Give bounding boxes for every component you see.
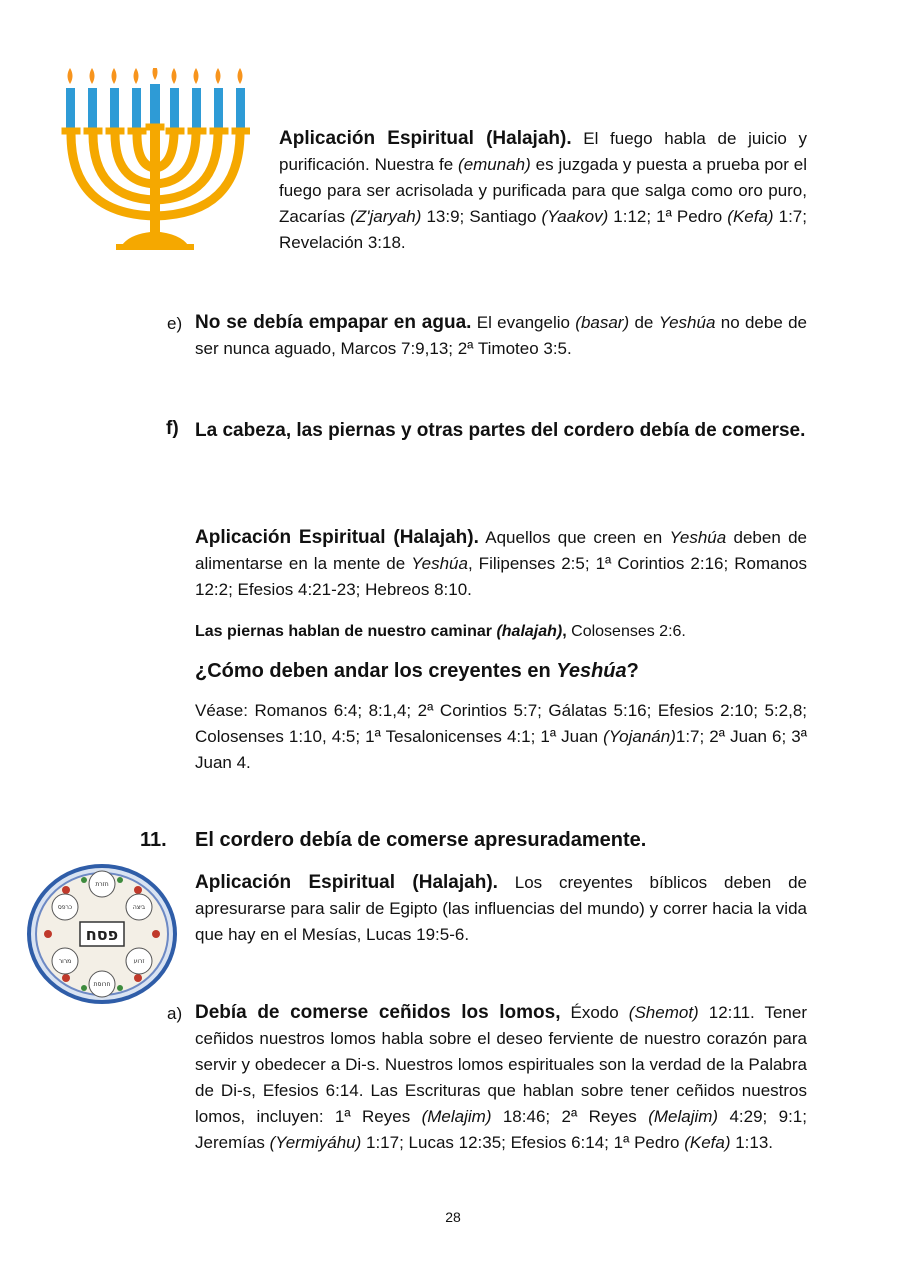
item-heading: No se debía empapar en agua. xyxy=(195,312,472,333)
candles xyxy=(66,84,245,128)
menorah-body xyxy=(62,124,250,250)
italic-term: (Yermiyáhu) xyxy=(269,1133,362,1152)
seder-plate-image xyxy=(26,862,178,1004)
italic-term: (emunah) xyxy=(458,155,531,174)
text-run: 1:7; 2ª Juan 6; 3ª Juan 4. xyxy=(195,727,807,772)
italic-term: (Yaakov) xyxy=(541,207,609,226)
text-run: 13:9; Santiago xyxy=(421,207,542,226)
page-number: 28 xyxy=(445,1209,461,1225)
item-heading: Debía de comerse ceñidos los lomos, xyxy=(195,1002,561,1023)
list-item-e xyxy=(195,310,807,362)
seder-segment-label: מרור xyxy=(58,958,72,965)
spiritual-application-paragraph-mind xyxy=(195,525,807,603)
text-run: Aquellos que creen en xyxy=(478,528,670,547)
list-item-a xyxy=(195,1000,807,1156)
candle-flames xyxy=(68,68,243,84)
text-run: El evangelio xyxy=(471,313,576,332)
section-heading-11: El cordero debía de comerse apresuradamente. xyxy=(195,829,647,851)
seder-segment-label: חרוסת xyxy=(93,981,111,988)
seder-segment-label: כרפס xyxy=(57,904,73,911)
italic-term: Yeshúa xyxy=(658,313,716,332)
bold-run: , xyxy=(562,623,567,640)
italic-term: (Yojanán) xyxy=(603,727,676,746)
list-marker-f: f) xyxy=(166,418,179,439)
text-run: 1:17; Lucas 12:35; Efesios 6:14; 1ª Pedro xyxy=(361,1133,685,1152)
text-run: 4:29; 9:1; Jeremías xyxy=(195,1107,807,1152)
bold-run: Las piernas hablan de nuestro caminar xyxy=(195,623,497,640)
italic-term: (Kefa) xyxy=(684,1133,731,1152)
seder-segment-label: חזרת xyxy=(95,881,109,888)
text-run: 1:12; 1ª Pedro xyxy=(608,207,728,226)
seder-center-label: פסח xyxy=(85,925,119,944)
italic-term: (Melajim) xyxy=(648,1107,719,1126)
text-run: no debe de ser nunca aguado, Marcos 7:9,13; 2ª Timoteo 3:5. xyxy=(195,313,807,358)
menorah-image xyxy=(60,68,250,254)
list-marker-e: e) xyxy=(167,314,183,333)
italic-term: Yeshúa xyxy=(411,554,468,573)
italic-term: (basar) xyxy=(575,313,630,332)
text-run: deben de alimentarse en la mente de xyxy=(195,528,807,573)
text-run: es juzgada y puesta a prueba por el fuego para ser acrisolada y purificada para que salga como oro puro, Zacarías xyxy=(279,155,807,226)
text-run: Éxodo xyxy=(560,1003,629,1022)
seder-segment-label: ביצה xyxy=(132,904,146,911)
see-also-references xyxy=(195,698,807,776)
text-run: El fuego habla de juicio y purificación. Nuestra fe xyxy=(279,129,807,174)
spiritual-application-paragraph-haste xyxy=(195,870,807,948)
paragraph-heading: Aplicación Espiritual (Halajah). xyxy=(195,872,498,893)
paragraph-heading: Aplicación Espiritual (Halajah). xyxy=(195,527,479,548)
text-run: 12:11. Tener ceñidos nuestros lomos habla sobre el deseo ferviente de nuestro corazón para servir y obedecer a Di-s. Nuestros lomos espirituales son la verdad de la Palabra de Di-s, Efesios 6:14. Las Escrituras que hablan sobre tener ceñidos nuestros lomos, incluyen: 1ª Reyes xyxy=(195,1003,808,1126)
paragraph-heading: Aplicación Espiritual (Halajah). xyxy=(279,128,572,149)
list-item-f: La cabeza, las piernas y otras partes del cordero debía de comerse. xyxy=(195,420,806,441)
italic-term: (Melajim) xyxy=(421,1107,492,1126)
spiritual-application-paragraph-fire xyxy=(279,126,807,256)
text-run: Los creyentes bíblicos deben de apresurarse para salir de Egipto (las influencias del mundo) y correr hacia la vida que hay en el Mesías, Lucas 19:5-6. xyxy=(195,873,807,944)
italic-term: (Kefa) xyxy=(727,207,774,226)
italic-term: (Z'jaryah) xyxy=(350,207,422,226)
italic-term: Yeshúa xyxy=(556,660,627,682)
italic-term: (halajah) xyxy=(496,623,563,640)
text-run: Colosenses 2:6. xyxy=(566,623,686,640)
text-run: 1:7; Revelación 3:18. xyxy=(279,207,807,252)
text-run: ¿Cómo deben andar los creyentes en xyxy=(195,660,557,682)
text-run: 1:13. xyxy=(730,1133,774,1152)
seder-segment-label: זרוע xyxy=(133,958,145,965)
legs-walk-line xyxy=(195,619,807,645)
text-run: , Filipenses 2:5; 1ª Corintios 2:16; Romanos 12:2; Efesios 4:21-23; Hebreos 8:10. xyxy=(195,554,807,599)
section-number-11: 11. xyxy=(140,829,167,851)
text-run: ? xyxy=(626,660,639,682)
italic-term: (Shemot) xyxy=(628,1003,699,1022)
section-question xyxy=(195,657,807,685)
text-run: 18:46; 2ª Reyes xyxy=(491,1107,649,1126)
italic-term: Yeshúa xyxy=(669,528,727,547)
text-run: de xyxy=(629,313,659,332)
text-run: Véase: Romanos 6:4; 8:1,4; 2ª Corintios 5:7; Gálatas 5:16; Efesios 2:10; 5:2,8; Colosenses 1:10, 4:5; 1ª Tesalonicenses 4:1; 1ª Juan xyxy=(195,701,807,746)
list-marker-a: a) xyxy=(167,1004,183,1023)
